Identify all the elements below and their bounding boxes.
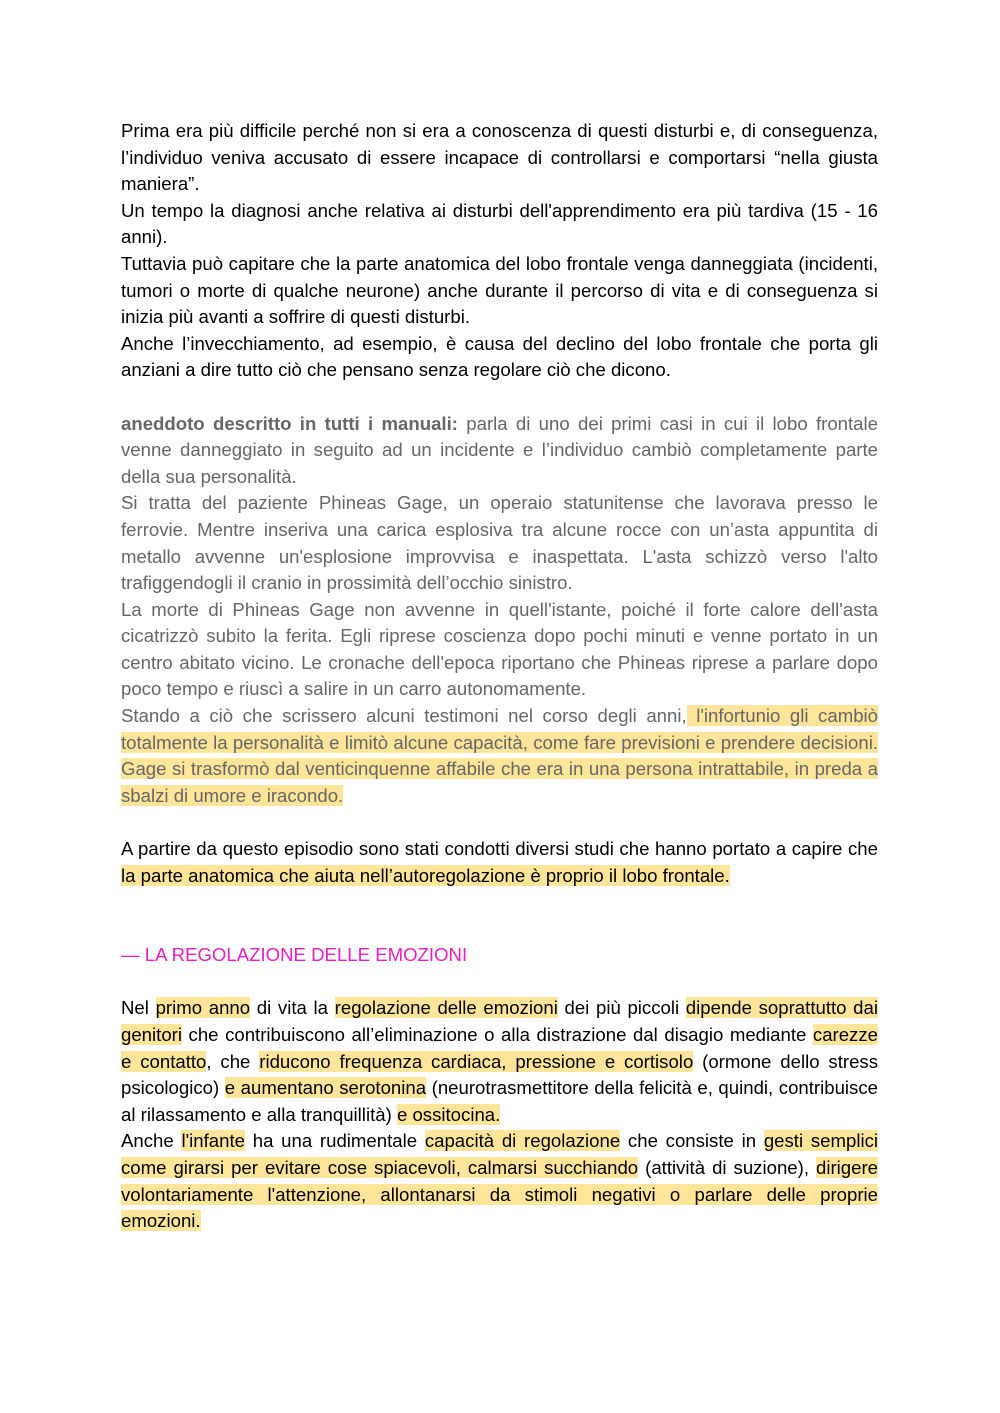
anecdote-testimony-text: Stando a ciò che scrissero alcuni testimoni nel corso degli anni, — [121, 705, 687, 727]
studies-highlight: la parte anatomica che aiuta nell’autoregolazione è proprio il lobo frontale. — [121, 864, 730, 886]
anecdote-paragraph-2: Si tratta del paziente Phineas Gage, un operaio statunitense che lavorava presso le ferrovie. Mentre inseriva una carica esplosiva tra alcune rocce con un’asta appuntita di metallo avvenne un'esplosione improvvisa e inaspettata. L'asta schizzò verso l'alto trafiggendogli il cranio in prossimità dell’occhio sinistro. — [121, 492, 878, 594]
anecdote-paragraph-4 — [121, 703, 878, 809]
document-page — [121, 118, 878, 1235]
studies-text: A partire da questo episodio sono stati condotti diversi studi che hanno portato a capire che — [121, 838, 878, 860]
text-run: di vita la — [250, 997, 335, 1019]
intro-paragraph-4: Anche l’invecchiamento, ad esempio, è causa del declino del lobo frontale che porta gli anziani a dire tutto ciò che pensano senza regolare ciò che dicono. — [121, 332, 878, 381]
text-run: che consiste in — [620, 1130, 764, 1152]
highlighted-text: regolazione delle emozioni — [334, 997, 558, 1019]
intro-paragraph-2: Un tempo la diagnosi anche relativa ai disturbi dell'apprendimento era più tardiva (15 - 16 anni). — [121, 199, 878, 248]
highlighted-text: gesti semplici come girarsi per evitare cose spiacevoli, calmarsi succhiando — [121, 1130, 879, 1178]
anecdote-paragraph-3: La morte di Phineas Gage non avvenne in quell'istante, poiché il forte calore dell'asta cicatrizzò subito la ferita. Egli riprese coscienza dopo pochi minuti e venne portato in un centro abitato vicino. Le cronache dell'epoca riportano che Phineas riprese a parlare dopo poco tempo e riuscì a salire in un carro autonomamente. — [121, 598, 878, 700]
spacer — [121, 889, 878, 942]
text-run: , che — [206, 1050, 260, 1072]
spacer — [121, 384, 878, 411]
emotions-paragraph-1 — [121, 995, 878, 1128]
highlighted-text: riducono frequenza cardiaca, pressione e cortisolo — [259, 1050, 694, 1072]
highlighted-text: primo anno — [155, 997, 251, 1019]
text-run: dei più piccoli — [557, 997, 686, 1019]
intro-paragraph-3: Tuttavia può capitare che la parte anatomica del lobo frontale venga danneggiata (incidenti, tumori o morte di qualche neurone) anche durante il percorso di vita e di conseguenza si inizia più avanti a soffrire di questi disturbi. — [121, 252, 878, 328]
text-run: (neurotrasmettitore della felicità e, quindi, contribuisce al rilassamento e alla tranquillità) — [121, 1077, 878, 1125]
section-heading: — LA REGOLAZIONE DELLE EMOZIONI — [121, 944, 468, 966]
highlighted-text: dipende soprattutto dai genitori — [121, 997, 878, 1045]
highlighted-text: capacità di regolazione — [424, 1130, 621, 1152]
highlighted-text: l'infante — [181, 1130, 245, 1152]
text-run: Anche — [121, 1130, 182, 1152]
highlighted-text: carezze e contatto — [121, 1024, 878, 1072]
text-run: Nel — [121, 997, 156, 1019]
emotions-paragraph-2 — [121, 1128, 878, 1234]
anecdote-paragraph-1 — [121, 411, 878, 491]
text-run: (ormone dello stress psicologico) — [121, 1050, 878, 1099]
highlighted-text: e aumentano serotonina — [224, 1077, 427, 1099]
anecdote-intro-text: parla di uno dei primi casi in cui il lobo frontale venne danneggiato in seguito ad un incidente e l’individuo cambiò completamente parte della sua personalità. — [121, 412, 878, 487]
anecdote-highlight: l'infortunio gli cambiò totalmente la personalità e limitò alcune capacità, come fare previsioni e prendere decisioni. Gage si trasformò dal venticinquenne affabile che era in una persona intrattabile, in preda a sbalzi di umore e iracondo. — [121, 705, 879, 806]
spacer — [121, 969, 878, 996]
studies-paragraph — [121, 836, 878, 889]
text-run: (attività di suzione), — [638, 1156, 816, 1178]
intro-paragraph-1: Prima era più difficile perché non si era a conoscenza di questi disturbi e, di conseguenza, l’individuo veniva accusato di essere incapace di controllarsi e comportarsi “nella giusta maniera”. — [121, 120, 878, 195]
spacer — [121, 809, 878, 836]
highlighted-text: dirigere volontariamente l'attenzione, allontanarsi da stimoli negativi o parlare delle proprie emozioni. — [121, 1156, 878, 1232]
anecdote-lead: aneddoto descritto in tutti i manuali: — [121, 412, 458, 434]
highlighted-text: e ossitocina. — [396, 1103, 501, 1125]
text-run: che contribuiscono all’eliminazione o alla distrazione dal disagio mediante — [181, 1024, 813, 1045]
text-run: ha una rudimentale — [244, 1130, 425, 1152]
